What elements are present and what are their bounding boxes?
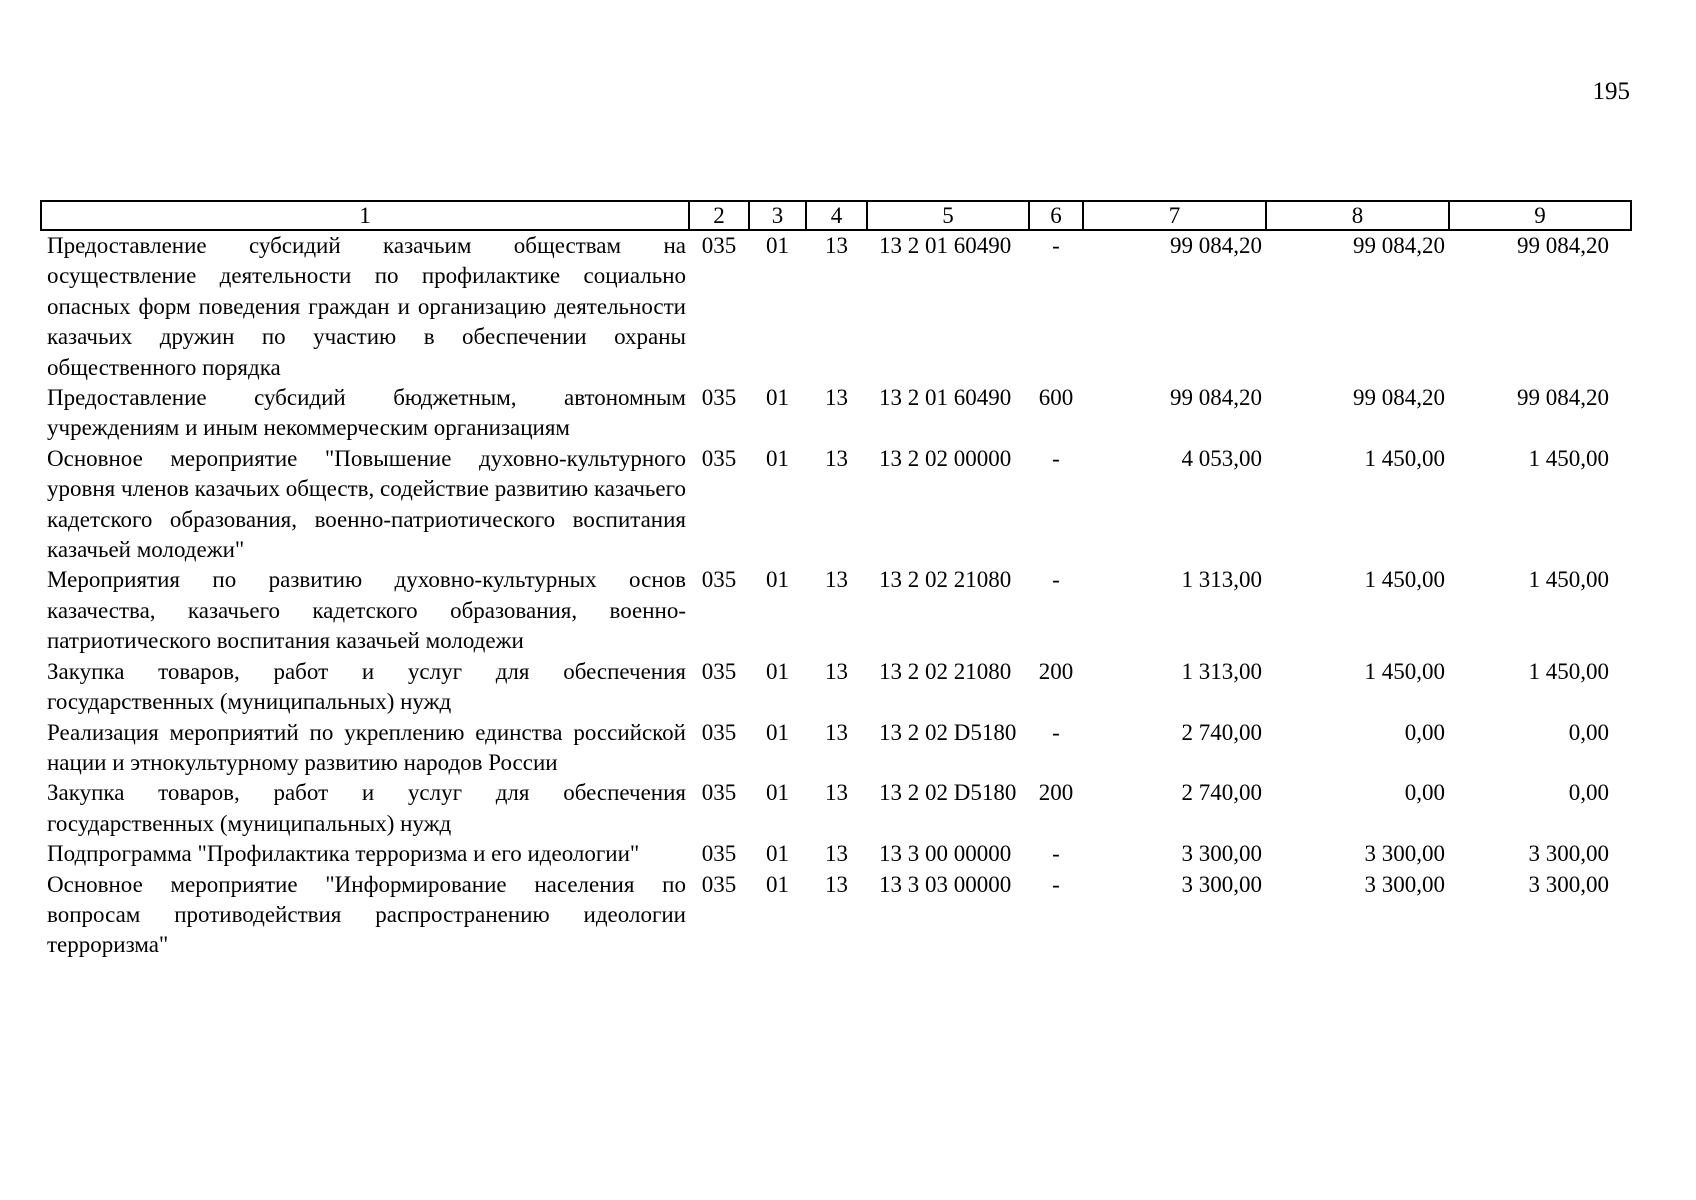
- budget-table: [40, 200, 1632, 961]
- row-section-code: 01: [766, 385, 789, 411]
- row-amount-col-8: 1 450,00: [1364, 445, 1445, 471]
- row-amount-col-7: 1 313,00: [1181, 658, 1262, 684]
- row-section-code: 01: [766, 719, 789, 745]
- row-expense-type: -: [1052, 719, 1060, 745]
- row-amount-col-9: 1 450,00: [1528, 567, 1609, 593]
- row-amount-col-7: 1 313,00: [1181, 567, 1262, 593]
- row-name: Подпрограмма "Профилактика терроризма и его идеологии": [47, 841, 640, 867]
- page-number: 195: [1592, 78, 1630, 105]
- row-expense-type: -: [1052, 567, 1060, 593]
- row-expense-type: -: [1052, 445, 1060, 471]
- row-subsection-code: 13: [825, 780, 848, 806]
- row-ministry-code: 035: [701, 719, 737, 745]
- row-name: Закупка товаров, работ и услуг для обеспечения государственных (муниципальных) нужд: [47, 658, 686, 715]
- row-name: Реализация мероприятий по укреплению единства российской нации и этнокультурному развитию народов России: [47, 719, 686, 775]
- row-amount-col-9: 0,00: [1568, 780, 1609, 806]
- row-amount-col-9: 3 300,00: [1528, 841, 1609, 867]
- row-subsection-code: 13: [825, 871, 848, 897]
- row-amount-col-8: 3 300,00: [1364, 871, 1445, 897]
- row-ministry-code: 035: [701, 567, 737, 593]
- row-ministry-code: 035: [701, 233, 737, 258]
- row-target-article: 13 2 02 D5180: [879, 719, 1017, 745]
- row-target-article: 13 2 02 D5180: [879, 780, 1017, 806]
- row-expense-type: -: [1052, 871, 1060, 897]
- row-target-article: 13 3 00 00000: [879, 841, 1012, 867]
- row-section-code: 01: [766, 871, 789, 897]
- header-col-4: 4: [806, 201, 867, 230]
- row-expense-type: 200: [1038, 658, 1074, 684]
- row-section-code: 01: [766, 780, 789, 806]
- table-row: [41, 657, 1631, 718]
- row-name: Предоставление субсидий казачьим обществам на осуществление деятельности по профилактике социально опасных форм поведения граждан и организацию деятельности казачьих дружин по участию в обеспечении охраны общественного порядка: [47, 233, 686, 380]
- row-section-code: 01: [766, 658, 789, 684]
- row-ministry-code: 035: [701, 385, 737, 411]
- row-target-article: 13 2 01 60490: [879, 233, 1012, 258]
- header-col-5: 5: [867, 201, 1029, 230]
- row-ministry-code: 035: [701, 658, 737, 684]
- row-subsection-code: 13: [825, 719, 848, 745]
- row-name: Предоставление субсидий бюджетным, автономным учреждениям и иным некоммерческим организациям: [47, 385, 686, 441]
- row-amount-col-7: 4 053,00: [1181, 445, 1262, 471]
- row-expense-type: -: [1052, 233, 1060, 258]
- header-col-2: 2: [689, 201, 749, 230]
- row-amount-col-9: 99 084,20: [1517, 233, 1609, 258]
- row-ministry-code: 035: [701, 445, 737, 471]
- row-amount-col-8: 0,00: [1404, 780, 1445, 806]
- row-expense-type: 200: [1038, 780, 1074, 806]
- row-amount-col-8: 1 450,00: [1364, 567, 1445, 593]
- row-target-article: 13 2 02 21080: [879, 567, 1012, 593]
- row-amount-col-7: 2 740,00: [1181, 719, 1262, 745]
- row-amount-col-9: 3 300,00: [1528, 871, 1609, 897]
- row-amount-col-9: 0,00: [1568, 719, 1609, 745]
- table-row: [41, 444, 1631, 566]
- table-row: [41, 839, 1631, 869]
- row-amount-col-8: 1 450,00: [1364, 658, 1445, 684]
- row-amount-col-7: 2 740,00: [1181, 780, 1262, 806]
- row-subsection-code: 13: [825, 658, 848, 684]
- header-col-8: 8: [1266, 201, 1449, 230]
- row-name: Основное мероприятие "Повышение духовно-культурного уровня членов казачьих обществ, содействие развитию казачьего кадетского образования, военно-патриотического воспитания казачьей молодежи": [47, 445, 686, 563]
- row-section-code: 01: [766, 841, 789, 867]
- row-subsection-code: 13: [825, 445, 848, 471]
- row-amount-col-7: 99 084,20: [1170, 385, 1262, 411]
- row-amount-col-9: 1 450,00: [1528, 445, 1609, 471]
- table-header-row: [41, 201, 1631, 230]
- table-row: [41, 230, 1631, 383]
- row-amount-col-7: 3 300,00: [1181, 871, 1262, 897]
- row-subsection-code: 13: [825, 385, 848, 411]
- row-subsection-code: 13: [825, 567, 848, 593]
- row-subsection-code: 13: [825, 841, 848, 867]
- table-row: [41, 778, 1631, 839]
- row-target-article: 13 2 02 21080: [879, 658, 1012, 684]
- row-name: Закупка товаров, работ и услуг для обеспечения государственных (муниципальных) нужд: [47, 780, 686, 836]
- header-col-6: 6: [1029, 201, 1083, 230]
- header-col-1: 1: [41, 201, 689, 230]
- row-amount-col-8: 0,00: [1404, 719, 1445, 745]
- row-amount-col-8: 99 084,20: [1353, 385, 1445, 411]
- row-section-code: 01: [766, 445, 789, 471]
- table-row: [41, 870, 1631, 961]
- row-expense-type: 600: [1038, 385, 1074, 411]
- header-col-9: 9: [1449, 201, 1631, 230]
- table-row: [41, 718, 1631, 779]
- row-amount-col-8: 99 084,20: [1353, 233, 1445, 258]
- row-target-article: 13 3 03 00000: [879, 871, 1012, 897]
- row-section-code: 01: [766, 233, 789, 258]
- table-row: [41, 383, 1631, 444]
- header-col-7: 7: [1083, 201, 1266, 230]
- row-expense-type: -: [1052, 841, 1060, 867]
- row-amount-col-9: 1 450,00: [1528, 658, 1609, 684]
- row-section-code: 01: [766, 567, 789, 593]
- row-subsection-code: 13: [825, 233, 848, 258]
- row-amount-col-7: 99 084,20: [1170, 233, 1262, 258]
- row-amount-col-8: 3 300,00: [1364, 841, 1445, 867]
- header-col-3: 3: [749, 201, 806, 230]
- row-name: Мероприятия по развитию духовно-культурных основ казачества, казачьего кадетского образования, военно-патриотического воспитания казачьей молодежи: [47, 567, 686, 654]
- table-row: [41, 565, 1631, 656]
- row-name: Основное мероприятие "Информирование населения по вопросам противодействия распространению идеологии терроризма": [47, 871, 686, 958]
- row-target-article: 13 2 01 60490: [879, 385, 1012, 411]
- row-ministry-code: 035: [701, 871, 737, 897]
- row-amount-col-9: 99 084,20: [1517, 385, 1609, 411]
- row-ministry-code: 035: [701, 841, 737, 867]
- row-target-article: 13 2 02 00000: [879, 445, 1012, 471]
- row-amount-col-7: 3 300,00: [1181, 841, 1262, 867]
- row-ministry-code: 035: [701, 780, 737, 806]
